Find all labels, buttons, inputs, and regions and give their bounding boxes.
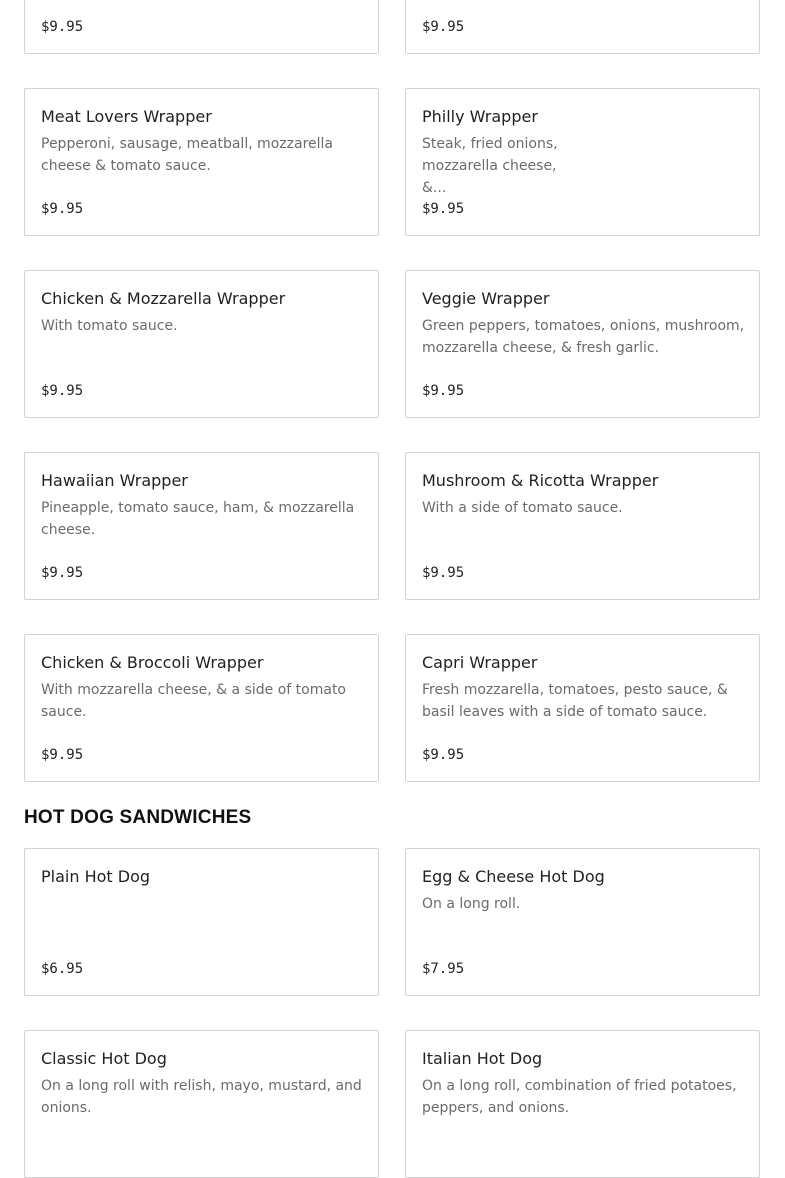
item-name: Veggie Wrapper (422, 289, 550, 308)
item-name: Capri Wrapper (422, 653, 538, 672)
menu-item-card[interactable] (405, 848, 760, 996)
item-name: Chicken & Broccoli Wrapper (41, 653, 264, 672)
menu-item-card[interactable] (405, 88, 760, 236)
menu-item-card[interactable] (24, 1030, 379, 1178)
item-name: Meat Lovers Wrapper (41, 107, 212, 126)
item-price: $7.95 (422, 961, 465, 977)
menu-item-card[interactable] (405, 634, 760, 782)
item-price: $9.95 (41, 201, 84, 217)
item-description: On a long roll with relish, mayo, mustard, and onions. (41, 1078, 362, 1116)
item-price: $9.95 (41, 747, 84, 763)
item-description: On a long roll, combination of fried potatoes, peppers, and onions. (422, 1078, 737, 1116)
item-price: $9.95 (41, 383, 84, 399)
item-description: With tomato sauce. (41, 318, 178, 334)
item-description: Steak, fried onions, mozzarella cheese, &... (422, 136, 558, 196)
menu-item-card[interactable] (24, 270, 379, 418)
item-name: Philly Wrapper (422, 107, 538, 126)
item-name: Chicken & Mozzarella Wrapper (41, 289, 286, 308)
item-price: $9.95 (41, 19, 84, 35)
item-description: Green peppers, tomatoes, onions, mushroom, mozzarella cheese, & fresh garlic. (422, 318, 745, 356)
item-price: $6.95 (41, 961, 84, 977)
item-description: With a side of tomato sauce. (422, 500, 623, 516)
item-name: Italian Hot Dog (422, 1049, 543, 1068)
menu-item-card[interactable] (24, 88, 379, 236)
menu-item-card[interactable] (24, 634, 379, 782)
item-name: Plain Hot Dog (41, 867, 151, 886)
item-description: With mozzarella cheese, & a side of tomato sauce. (41, 682, 346, 720)
section-title-hot-dog-sandwiches: HOT DOG SANDWICHES (24, 807, 252, 828)
menu-item-card[interactable] (405, 0, 760, 54)
item-description: On a long roll. (422, 896, 521, 912)
item-description: Pepperoni, sausage, meatball, mozzarella cheese & tomato sauce. (41, 136, 334, 174)
menu-item-card[interactable] (405, 452, 760, 600)
item-price: $9.95 (422, 19, 465, 35)
menu-item-card[interactable] (405, 270, 760, 418)
menu-item-card[interactable] (24, 848, 379, 996)
item-price: $9.95 (422, 747, 465, 763)
item-price: $9.95 (422, 201, 465, 217)
item-price: $9.95 (422, 565, 465, 581)
menu-item-card[interactable] (405, 1030, 760, 1178)
item-description: Fresh mozzarella, tomatoes, pesto sauce, & basil leaves with a side of tomato sauce. (422, 682, 728, 720)
menu-item-card[interactable] (24, 0, 379, 54)
item-name: Hawaiian Wrapper (41, 471, 188, 490)
item-description: Pineapple, tomato sauce, ham, & mozzarella cheese. (41, 500, 355, 538)
item-name: Classic Hot Dog (41, 1049, 167, 1068)
item-price: $9.95 (422, 383, 465, 399)
menu-item-card[interactable] (24, 452, 379, 600)
item-price: $9.95 (41, 565, 84, 581)
item-name: Mushroom & Ricotta Wrapper (422, 471, 659, 490)
item-name: Egg & Cheese Hot Dog (422, 867, 605, 886)
